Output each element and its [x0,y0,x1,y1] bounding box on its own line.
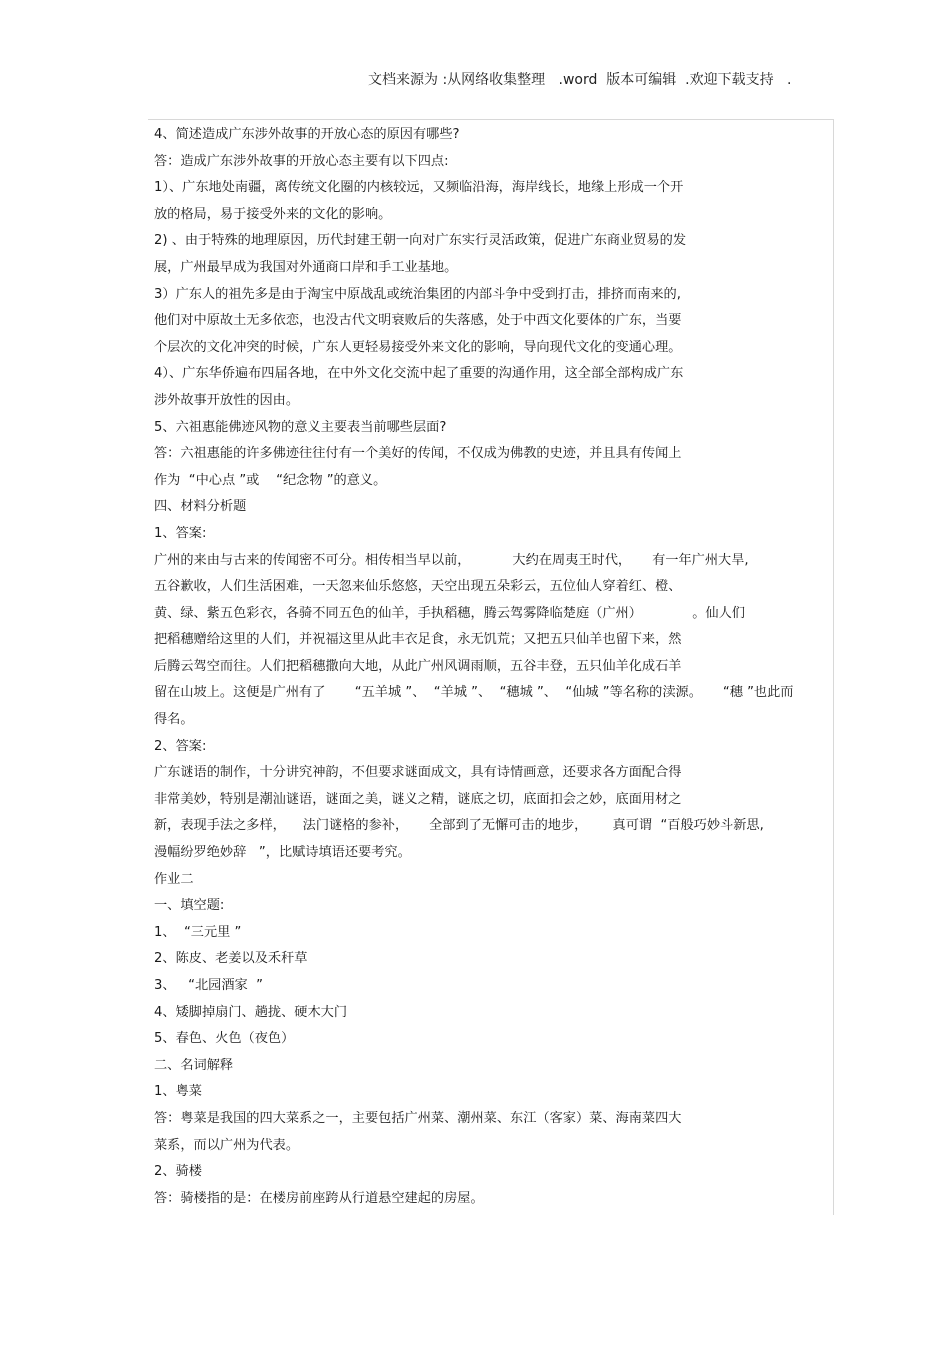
material-1-text: 把稻穗赠给这里的人们，并祝福这里从此丰衣足食，永无饥荒；又把五只仙羊也留下来，然 [154,632,682,648]
material-1-text: 黄、绿、紫五色彩衣，各骑不同五色的仙羊，手执稻穗，腾云驾雾降临楚庭（广州） 。仙人们 [154,605,745,621]
term-1-answer-cont: 菜系，而以广州为代表。 [154,1137,300,1153]
material-1-text: 得名。 [154,712,194,728]
section-heading-fill-blank: 一、填空题: [154,898,225,914]
answer-4-point-3: 3）广东人的祖先多是由于淘宝中原战乱或统治集团的内部斗争中受到打击，排挤而南来的, [154,286,681,302]
term-2-answer: 答：骑楼指的是：在楼房前座跨从行道悬空建起的房屋。 [154,1190,484,1206]
fill-blank-item: 4、矮脚掉扇门、趟拢、硬木大门 [154,1004,348,1020]
fill-blank-item: 1、 “三元里 ” [154,924,242,940]
material-2-text: 非常美妙，特别是潮汕谜语，谜面之美，谜义之精，谜底之切，底面扣会之妙，底面用材之 [154,791,682,807]
fill-blank-item: 3、 “北园酒家 ” [154,978,263,993]
answer-4-point-1: 1）、广东地处南疆，离传统文化圈的内核较远，又频临沿海，海岸线长，地缘上形成一个开 [154,180,684,196]
answer-4-point-4-cont: 涉外故事开放性的因由。 [154,392,300,408]
material-2-label: 2、答案: [154,738,207,754]
section-heading-material-analysis: 四、材料分析题 [154,499,247,515]
material-2-text: 广东谜语的制作，十分讲究神韵，不但要求谜面成文，具有诗情画意，还要求各方面配合得 [154,765,682,781]
material-2-text: 新，表现手法之多样， 法门谜格的参补， 全部到了无懈可击的地步， 真可谓 “百般巧妙斗新思, [154,818,764,834]
answer-4-point-2-cont: 展，广州最早成为我国对外通商口岸和手工业基地。 [154,259,458,275]
answer-4-intro: 答：造成广东涉外故事的开放心态主要有以下四点: [154,153,449,169]
answer-4-point-3-cont: 个层次的文化冲突的时候，广东人更轻易接受外来文化的影响，导向现代文化的变通心理。 [154,339,682,355]
question-4-heading: 4、简述造成广东涉外故事的开放心态的原因有哪些? [154,127,460,142]
fill-blank-item: 5、春色、火色（夜色） [154,1031,295,1047]
material-1-label: 1、答案: [154,525,207,541]
document-body [154,122,834,1212]
material-1-text: 广州的来由与古来的传闻密不可分。相传相当早以前， 大约在周夷王时代， 有一年广州大旱, [154,552,749,568]
answer-4-point-4: 4）、广东华侨遍布四届各地，在中外文化交流中起了重要的沟通作用，这全部全部构成广东 [154,366,684,382]
material-1-text: 后腾云驾空而往。人们把稻穗撒向大地，从此广州风调雨顺，五谷丰登，五只仙羊化成石羊 [154,658,682,674]
answer-4-point-1-cont: 放的格局，易于接受外来的文化的影响。 [154,206,392,222]
answer-4-point-2: 2) 、由于特殊的地理原因，历代封建王朝一向对广东实行灵活政策，促进广东商业贸易的发 [154,233,687,249]
answer-4-point-3-cont: 他们对中原故土无多依恋，也没古代文明衰败后的失落感，处于中西文化要体的广东，当要 [154,313,682,329]
answer-5: 答：六祖惠能的许多佛迹往往付有一个美好的传闻，不仅成为佛教的史迹，并且具有传闻上 [154,446,682,462]
fill-blank-item: 2、陈皮、老姜以及禾秆草 [154,951,308,967]
term-1-heading: 1、粤菜 [154,1084,202,1100]
answer-5-cont: 作为 “中心点 ”或 “纪念物 ”的意义。 [154,472,387,488]
material-1-text: 五谷歉收，人们生活困难，一天忽来仙乐悠悠，天空出现五朵彩云，五位仙人穿着红、橙、 [154,579,682,595]
homework-2-heading: 作业二 [154,871,194,887]
document-source-header: 文档来源为 :从网络收集整理 .word 版本可编辑 .欢迎下载支持 . [368,72,792,88]
material-1-text: 留在山坡上。这便是广州有了 “五羊城 ”、 “羊城 ”、 “穗城 ”、 “仙城 ”等名称的渎源。 “穗 ”也此而 [154,685,794,701]
question-5-heading: 5、六祖惠能佛迹风物的意义主要表当前哪些层面? [154,419,447,435]
term-2-heading: 2、骑楼 [154,1164,202,1180]
section-heading-term-explanation: 二、名词解释 [154,1057,234,1073]
material-2-text: 漫幅纷罗绝妙辞 ”，比赋诗填语还要考究。 [154,845,411,861]
term-1-answer: 答：粤菜是我国的四大菜系之一，主要包括广州菜、潮州菜、东江（客家）菜、海南菜四大 [154,1110,682,1126]
